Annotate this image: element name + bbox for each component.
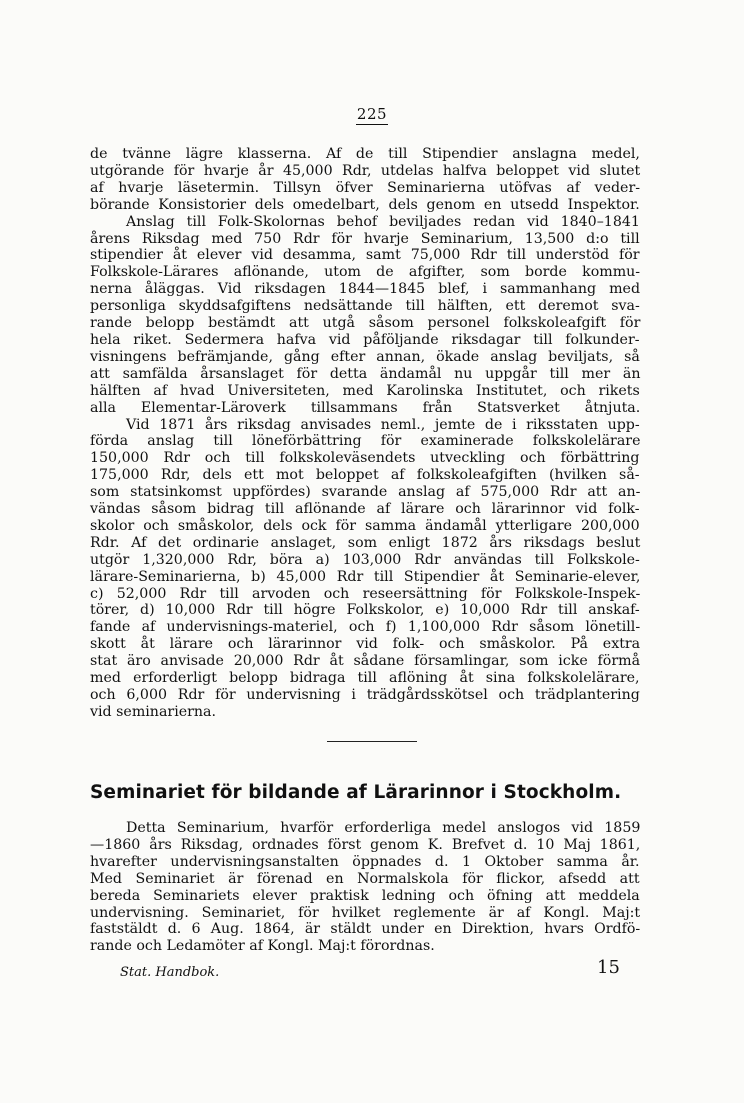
text-line: att samfälda årsanslaget för detta ändamål nu uppgår till mer än xyxy=(90,365,641,382)
text-line: fande af undervisnings-materiel, och f) 1,100,000 Rdr såsom lönetill- xyxy=(90,619,641,636)
text-line: vändas såsom bidrag till aflönande af lärare och lärarinnor vid folk- xyxy=(90,501,640,518)
text-line: Med Seminariet är förenad en Normalskola för flickor, afsedd att xyxy=(90,870,640,887)
text-line: undervisning. Seminariet, för hvilket reglemente är af Kongl. Maj:t xyxy=(90,904,641,921)
text-line: hvarefter undervisningsanstalten öppnades d. 1 Oktober samma år. xyxy=(90,853,640,870)
text-line: törer, d) 10,000 Rdr till högre Folkskolor, e) 10,000 Rdr till anskaf- xyxy=(90,602,640,619)
text-line: med erforderligt belopp bidraga till aflöning åt sina folkskolelärare, xyxy=(90,670,640,687)
text-line: vid seminarierna. xyxy=(90,703,217,720)
text-line: stipendier åt elever vid desamma, samt 75,000 Rdr till understöd för xyxy=(90,247,640,264)
section-divider xyxy=(327,741,417,742)
text-line: skott åt lärare och lärarinnor vid folk- och småskolor. På extra xyxy=(90,636,641,653)
text-line: —1860 års Riksdag, ordnades först genom K. Brefvet d. 10 Maj 1861, xyxy=(90,836,641,853)
text-line: utgörande för hvarje år 45,000 Rdr, utdelas halfva beloppet vid slutet xyxy=(90,162,641,179)
text-line: c) 52,000 Rdr till arvoden och reseersättning för Folkskole-Inspek- xyxy=(90,585,641,602)
text-line: och 6,000 Rdr för undervisning i trädgårdsskötsel och trädplantering xyxy=(90,687,640,703)
text-line: förda anslag till löneförbättring för examinerade folkskolelärare xyxy=(90,433,641,450)
text-line: utgör 1,320,000 Rdr, böra a) 103,000 Rdr användas till Folkskole- xyxy=(90,551,640,568)
text-line: årens Riksdag med 750 Rdr för hvarje Seminarium, 13,500 d:o till xyxy=(90,230,640,247)
text-line: skolor och småskolor, dels ock för samma ändamål ytterligare 200,000 xyxy=(90,517,640,534)
text-line: som statsinkomst uppfördes) svarande anslag af 575,000 Rdr att an- xyxy=(90,484,641,501)
text-line: personliga skyddsafgiftens nedsättande till hälften, ett deremot sva- xyxy=(90,298,640,315)
text-line: de tvänne lägre klasserna. Af de till Stipendier anslagna medel, xyxy=(90,146,640,162)
text-line: hela riket. Sedermera hafva vid påföljande riksdagar till folkunder- xyxy=(90,331,640,348)
section-heading: Seminariet för bildande af Lärarinnor i Stockholm. xyxy=(90,782,622,803)
text-line: visningens befrämjande, gång efter annan, ökade anslag beviljats, så xyxy=(90,348,640,365)
text-line: nerna åläggas. Vid riksdagen 1844—1845 blef, i sammanhang med xyxy=(90,281,641,298)
top-paragraphs xyxy=(90,146,640,721)
text-line: Vid 1871 års riksdag anvisades neml., jemte de i riksstaten upp- xyxy=(126,416,640,433)
text-line: Detta Seminarium, hvarför erforderliga medel anslogos vid 1859 xyxy=(126,820,641,836)
section-paragraph xyxy=(90,820,640,955)
text-line: rande belopp bestämdt att utgå såsom personel folkskoleafgift för xyxy=(90,315,641,332)
text-line: hälften af hvad Universiteten, med Karolinska Institutet, och rikets xyxy=(90,382,640,399)
text-line: bereda Seminariets elever praktisk ledning och öfning att meddela xyxy=(90,887,640,904)
text-line: Folkskole-Lärares aflönande, utom de afgifter, som borde kommu- xyxy=(90,264,641,281)
text-line: lärare-Seminarierna, b) 45,000 Rdr till Stipendier åt Seminarie-elever, xyxy=(90,568,641,585)
text-line: 150,000 Rdr och till folkskoleväsendets utveckling och förbättring xyxy=(90,450,640,467)
text-line: af hvarje läsetermin. Tillsyn öfver Seminarierna utöfvas af veder- xyxy=(90,179,641,196)
text-line: 175,000 Rdr, dels ett mot beloppet af folkskoleafgiften (hvilken så- xyxy=(90,467,640,484)
text-line: stat äro anvisade 20,000 Rdr åt sådane församlingar, som icke förmå xyxy=(90,653,641,670)
text-line: börande Konsistorier dels omedelbart, dels genom en utsedd Inspektor. xyxy=(90,196,640,213)
footer-signature: Stat. Handbok. xyxy=(120,965,220,980)
text-line: Anslag till Folk-Skolornas behof beviljades redan vid 1840–1841 xyxy=(126,213,640,230)
page-number: 225 xyxy=(356,105,388,123)
text-line: rande och Ledamöter af Kongl. Maj:t förordnas. xyxy=(90,938,435,955)
text-line: alla Elementar-Läroverk tillsammans från Statsverket åtnjuta. xyxy=(90,399,641,416)
text-line: Rdr. Af det ordinarie anslaget, som enligt 1872 års riksdags beslut xyxy=(90,534,641,551)
footer-sheet-number: 15 xyxy=(597,957,620,978)
text-line: faststäldt d. 6 Aug. 1864, är stäldt under en Direktion, hvars Ordfö- xyxy=(90,921,641,938)
